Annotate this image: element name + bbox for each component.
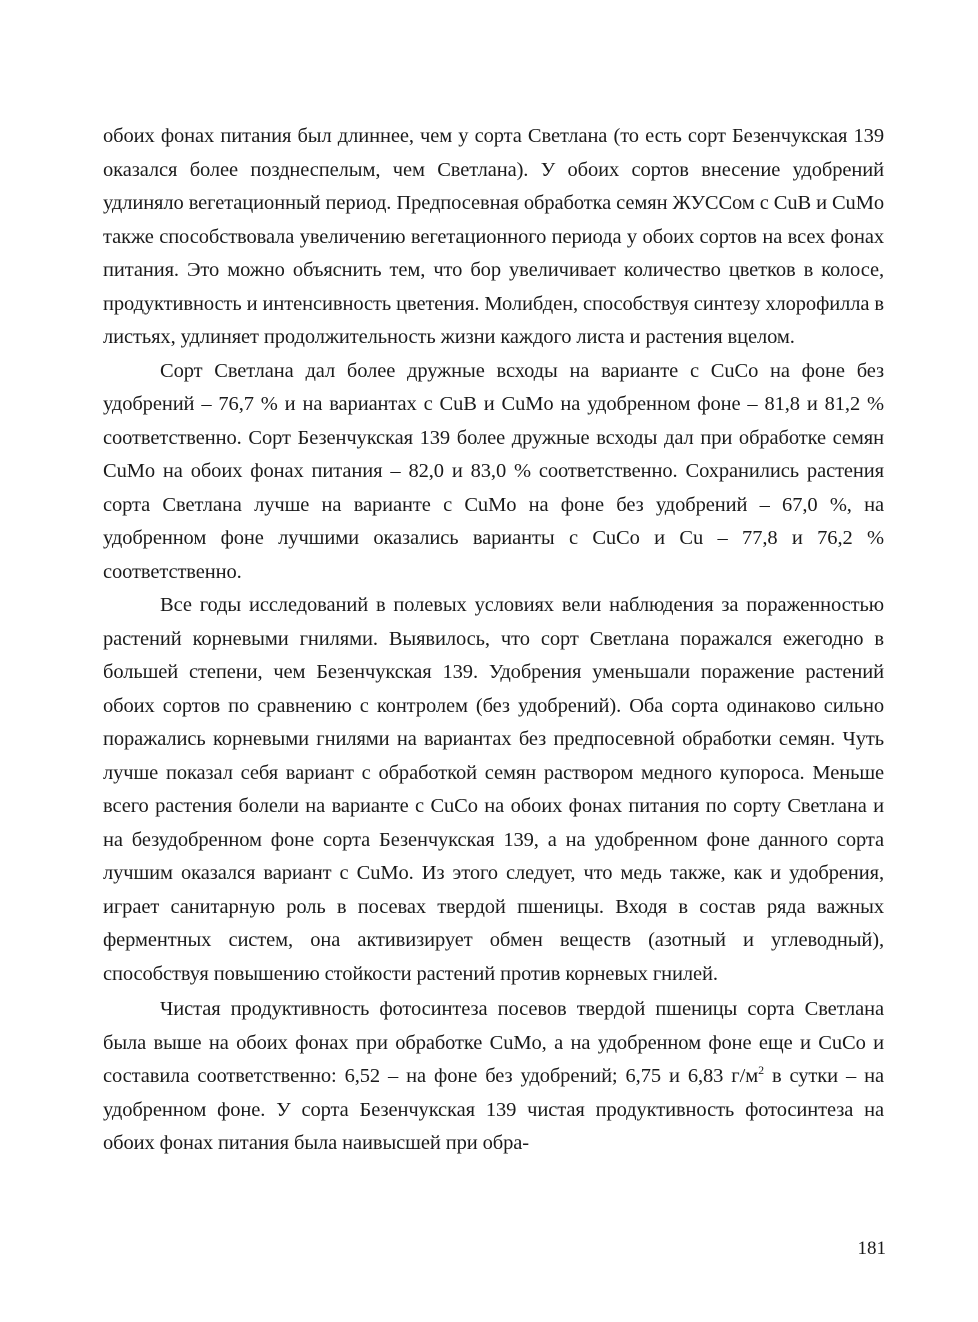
superscript: 2 xyxy=(758,1063,764,1078)
paragraph-3: Все годы исследований в полевых условиях вели наблюдения за пораженностью растений корневыми гнилями. Выявилось, что сорт Светлана поражался ежегодно в большей степени, чем Безенчукская 139. Удобрения уменьшали поражение растений обоих сортов по сравнению с контролем (без удобрений). Оба сорта одинаково сильно поражались корневыми гнилями на вариантах без предпосевной обработки семян. Чуть лучше показал себя вариант с обработкой семян раствором медного купороса. Меньше всего растения болели на варианте с CuCo на обоих фонах питания по сорту Светлана и на безудобренном фоне сорта Безенчукская 139, а на удобренном фоне данного сорта лучшим оказался вариант с CuMo. Из этого следует, что медь также, как и удобрения, играет санитарную роль в посевах твердой пшеницы. Входя в состав ряда важных ферментных систем, она активизирует обмен веществ (азотный и углеводный), способствуя повышению стойкости растений против корневых гнилей. xyxy=(103,594,884,985)
paragraph-4-text-a: Чистая продуктивность фотосинтеза посевов твердой пшеницы сорта Светлана была выше на обоих фонах при обработке CuMo, а на удобренном фоне еще и CuCo и составила соответственно: 6,52 – на фоне без удобрений; 6,75 и 6,83 г/м xyxy=(103,998,884,1087)
body-text xyxy=(103,120,884,1161)
paragraph-2: Сорт Светлана дал более дружные всходы на варианте с CuCo на фоне без удобрений – 76,7 % и на вариантах с CuB и CuMo на удобренном фоне – 81,8 и 81,2 % соответственно. Сорт Безенчукская 139 более дружные всходы дал при обработке семян CuMo на обоих фонах питания – 82,0 и 83,0 % соответственно. Сохранились растения сорта Светлана лучше на варианте с CuMo на фоне без удобрений – 67,0 %, на удобренном фоне лучшими оказались варианты с CuCo и Cu – 77,8 и 76,2 % соответственно. xyxy=(103,359,884,583)
paragraph-4-text-b: в сутки – на удобренном фоне. У сорта Безенчукская 139 чистая продуктивность фотосинтеза на обоих фонах питания была наивысшей при обра- xyxy=(103,1065,884,1154)
paragraph-4 xyxy=(103,993,884,1161)
page-number: 181 xyxy=(857,1238,886,1259)
paragraph-1: обоих фонах питания был длиннее, чем у сорта Светлана (то есть сорт Безенчукская 139 оказался более позднеспелым, чем Светлана). У обоих сортов внесение удобрений удлиняло вегетационный период. Предпосевная обработка семян ЖУССом с CuB и CuMo также способствовала увеличению вегетационного периода у обоих сортов на всех фонах питания. Это можно объяснить тем, что бор увеличивает количество цветков в колосе, продуктивность и интенсивность цветения. Молибден, способствуя синтезу хлорофилла в листьях, удлиняет продолжительность жизни каждого листа и растения вцелом. xyxy=(103,125,884,348)
